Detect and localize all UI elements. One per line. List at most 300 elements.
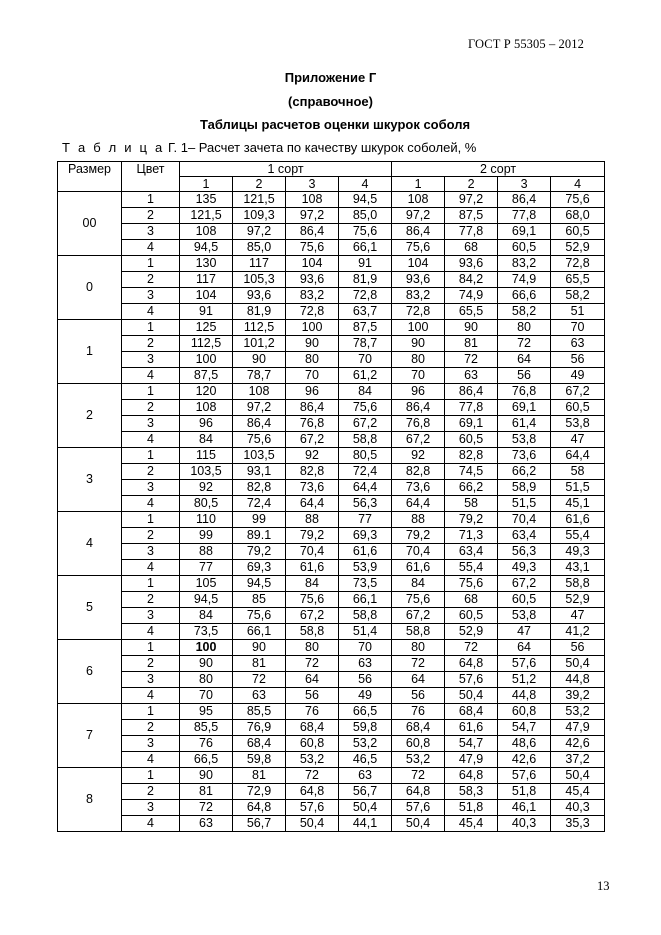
grade2-value-cell: 60,5 bbox=[445, 608, 498, 624]
grade2-value-cell: 69,1 bbox=[445, 416, 498, 432]
grade2-value-cell: 81 bbox=[445, 336, 498, 352]
color-cell: 1 bbox=[122, 192, 180, 208]
table-caption-label: Т а б л и ц а bbox=[62, 140, 165, 155]
grade2-value-cell: 70 bbox=[392, 368, 445, 384]
grade1-value-cell: 86,4 bbox=[286, 400, 339, 416]
grade2-value-cell: 45,1 bbox=[551, 496, 605, 512]
grade1-value-cell: 135 bbox=[180, 192, 233, 208]
color-cell: 1 bbox=[122, 640, 180, 656]
grade2-value-cell: 77,8 bbox=[445, 224, 498, 240]
grade2-value-cell: 57,6 bbox=[498, 656, 551, 672]
color-cell: 3 bbox=[122, 288, 180, 304]
grade2-value-cell: 40,3 bbox=[551, 800, 605, 816]
color-cell: 2 bbox=[122, 464, 180, 480]
size-cell: 1 bbox=[58, 320, 122, 384]
grade1-value-cell: 56,7 bbox=[233, 816, 286, 832]
grade1-value-cell: 68,4 bbox=[233, 736, 286, 752]
grade2-value-cell: 52,9 bbox=[551, 592, 605, 608]
grade2-value-cell: 43,1 bbox=[551, 560, 605, 576]
grade2-value-cell: 61,4 bbox=[498, 416, 551, 432]
grade1-value-cell: 66,1 bbox=[339, 240, 392, 256]
grade2-value-cell: 53,2 bbox=[551, 704, 605, 720]
grade1-value-cell: 90 bbox=[233, 352, 286, 368]
grade2-value-cell: 71,3 bbox=[445, 528, 498, 544]
grade1-value-cell: 70,4 bbox=[286, 544, 339, 560]
grade1-value-cell: 108 bbox=[286, 192, 339, 208]
grade2-value-cell: 42,6 bbox=[498, 752, 551, 768]
grade2-value-cell: 40,3 bbox=[498, 816, 551, 832]
grade1-value-cell: 63 bbox=[233, 688, 286, 704]
grade1-value-cell: 70 bbox=[339, 640, 392, 656]
grade2-value-cell: 51,8 bbox=[445, 800, 498, 816]
grade2-value-cell: 63,4 bbox=[498, 528, 551, 544]
color-cell: 1 bbox=[122, 320, 180, 336]
grade1-value-cell: 86,4 bbox=[233, 416, 286, 432]
grade2-value-cell: 65,5 bbox=[445, 304, 498, 320]
grade1-value-cell: 77 bbox=[339, 512, 392, 528]
grade2-value-cell: 45,4 bbox=[445, 816, 498, 832]
grade1-value-cell: 81 bbox=[233, 768, 286, 784]
color-cell: 2 bbox=[122, 208, 180, 224]
tables-title: Таблицы расчетов оценки шкурок соболя bbox=[200, 117, 471, 132]
grade1-value-cell: 109,3 bbox=[233, 208, 286, 224]
table-body bbox=[58, 192, 605, 832]
color-cell: 2 bbox=[122, 272, 180, 288]
grade2-value-cell: 42,6 bbox=[551, 736, 605, 752]
grade2-value-cell: 74,9 bbox=[498, 272, 551, 288]
grade2-value-cell: 68,0 bbox=[551, 208, 605, 224]
table-row bbox=[58, 400, 605, 416]
header-grade1-col: 4 bbox=[339, 177, 392, 192]
grade1-value-cell: 72,8 bbox=[286, 304, 339, 320]
grade2-value-cell: 72 bbox=[498, 336, 551, 352]
grade1-value-cell: 46,5 bbox=[339, 752, 392, 768]
grade1-value-cell: 72,9 bbox=[233, 784, 286, 800]
grade1-value-cell: 108 bbox=[180, 400, 233, 416]
size-cell: 00 bbox=[58, 192, 122, 256]
grade1-value-cell: 70 bbox=[180, 688, 233, 704]
grade1-value-cell: 67,2 bbox=[286, 432, 339, 448]
table-row bbox=[58, 272, 605, 288]
grade2-value-cell: 72 bbox=[445, 352, 498, 368]
grade1-value-cell: 94,5 bbox=[180, 592, 233, 608]
grade2-value-cell: 83,2 bbox=[498, 256, 551, 272]
grade1-value-cell: 88 bbox=[180, 544, 233, 560]
grade2-value-cell: 77,8 bbox=[498, 208, 551, 224]
grade1-value-cell: 84 bbox=[339, 384, 392, 400]
table-row bbox=[58, 432, 605, 448]
grade2-value-cell: 73,6 bbox=[498, 448, 551, 464]
grade1-value-cell: 73,5 bbox=[339, 576, 392, 592]
color-cell: 1 bbox=[122, 384, 180, 400]
color-cell: 4 bbox=[122, 752, 180, 768]
table-row bbox=[58, 528, 605, 544]
grade2-value-cell: 58 bbox=[445, 496, 498, 512]
size-cell: 4 bbox=[58, 512, 122, 576]
table-row bbox=[58, 800, 605, 816]
color-cell: 1 bbox=[122, 512, 180, 528]
color-cell: 2 bbox=[122, 336, 180, 352]
grade1-value-cell: 75,6 bbox=[233, 432, 286, 448]
grade1-value-cell: 97,2 bbox=[286, 208, 339, 224]
grade1-value-cell: 64,8 bbox=[286, 784, 339, 800]
header-grade2-col: 4 bbox=[551, 177, 605, 192]
grade2-value-cell: 51,2 bbox=[498, 672, 551, 688]
grade1-value-cell: 67,2 bbox=[339, 416, 392, 432]
grade1-value-cell: 58,8 bbox=[286, 624, 339, 640]
grade2-value-cell: 76,8 bbox=[498, 384, 551, 400]
grade2-value-cell: 50,4 bbox=[445, 688, 498, 704]
grade1-value-cell: 103,5 bbox=[233, 448, 286, 464]
grade2-value-cell: 37,2 bbox=[551, 752, 605, 768]
appendix-title: Приложение Г bbox=[284, 70, 377, 85]
grade2-value-cell: 61,6 bbox=[445, 720, 498, 736]
color-cell: 3 bbox=[122, 416, 180, 432]
color-cell: 4 bbox=[122, 624, 180, 640]
grade1-value-cell: 69,3 bbox=[339, 528, 392, 544]
grade1-value-cell: 56 bbox=[286, 688, 339, 704]
grade1-value-cell: 75,6 bbox=[339, 400, 392, 416]
grade1-value-cell: 67,2 bbox=[286, 608, 339, 624]
grade1-value-cell: 57,6 bbox=[286, 800, 339, 816]
header-size: Размер bbox=[58, 162, 122, 192]
grade2-value-cell: 67,2 bbox=[551, 384, 605, 400]
grade2-value-cell: 35,3 bbox=[551, 816, 605, 832]
grade2-value-cell: 70 bbox=[551, 320, 605, 336]
grade2-value-cell: 39,2 bbox=[551, 688, 605, 704]
table-row bbox=[58, 480, 605, 496]
grade2-value-cell: 45,4 bbox=[551, 784, 605, 800]
grade2-value-cell: 75,6 bbox=[445, 576, 498, 592]
grade2-value-cell: 93,6 bbox=[392, 272, 445, 288]
grade1-value-cell: 76 bbox=[180, 736, 233, 752]
grade2-value-cell: 84 bbox=[392, 576, 445, 592]
grade2-value-cell: 66,6 bbox=[498, 288, 551, 304]
table-row bbox=[58, 768, 605, 784]
grade2-value-cell: 93,6 bbox=[445, 256, 498, 272]
grade1-value-cell: 97,2 bbox=[233, 224, 286, 240]
color-cell: 1 bbox=[122, 768, 180, 784]
table-row bbox=[58, 688, 605, 704]
grade1-value-cell: 64 bbox=[286, 672, 339, 688]
grade1-value-cell: 63 bbox=[339, 768, 392, 784]
grade1-value-cell: 80 bbox=[286, 640, 339, 656]
grade1-value-cell: 51,4 bbox=[339, 624, 392, 640]
grade2-value-cell: 49,3 bbox=[551, 544, 605, 560]
grade1-value-cell: 94,5 bbox=[180, 240, 233, 256]
grade2-value-cell: 84,2 bbox=[445, 272, 498, 288]
color-cell: 4 bbox=[122, 560, 180, 576]
grade1-value-cell: 94,5 bbox=[339, 192, 392, 208]
document-code: ГОСТ Р 55305 – 2012 bbox=[468, 37, 584, 51]
grade2-value-cell: 44,8 bbox=[498, 688, 551, 704]
color-cell: 4 bbox=[122, 816, 180, 832]
grade2-value-cell: 56 bbox=[551, 640, 605, 656]
grade2-value-cell: 75,6 bbox=[392, 240, 445, 256]
grade1-value-cell: 50,4 bbox=[339, 800, 392, 816]
grade1-value-cell: 49 bbox=[339, 688, 392, 704]
grade2-value-cell: 51,8 bbox=[498, 784, 551, 800]
grade1-value-cell: 63 bbox=[180, 816, 233, 832]
table-row bbox=[58, 256, 605, 272]
grade1-value-cell: 82,8 bbox=[233, 480, 286, 496]
header-color: Цвет bbox=[122, 162, 180, 192]
grade2-value-cell: 60,5 bbox=[445, 432, 498, 448]
table-row bbox=[58, 640, 605, 656]
grade2-value-cell: 108 bbox=[392, 192, 445, 208]
grade2-value-cell: 68 bbox=[445, 592, 498, 608]
table-row bbox=[58, 592, 605, 608]
grade1-value-cell: 75,6 bbox=[286, 240, 339, 256]
grade1-value-cell: 91 bbox=[339, 256, 392, 272]
grade1-value-cell: 84 bbox=[180, 608, 233, 624]
table-caption-text: Г. 1– Расчет зачета по качеству шкурок соболей, % bbox=[164, 140, 477, 155]
size-cell: 5 bbox=[58, 576, 122, 640]
color-cell: 3 bbox=[122, 224, 180, 240]
table-row bbox=[58, 784, 605, 800]
grade2-value-cell: 58 bbox=[551, 464, 605, 480]
grade1-value-cell: 50,4 bbox=[286, 816, 339, 832]
table-row bbox=[58, 352, 605, 368]
grade2-value-cell: 56 bbox=[551, 352, 605, 368]
grade1-value-cell: 81 bbox=[233, 656, 286, 672]
grade1-value-cell: 80,5 bbox=[339, 448, 392, 464]
grade1-value-cell: 59,8 bbox=[339, 720, 392, 736]
grade2-value-cell: 58,8 bbox=[551, 576, 605, 592]
grade1-value-cell: 92 bbox=[286, 448, 339, 464]
color-cell: 2 bbox=[122, 656, 180, 672]
grade1-value-cell: 72 bbox=[286, 656, 339, 672]
grade2-value-cell: 72,8 bbox=[392, 304, 445, 320]
grade2-value-cell: 75,6 bbox=[551, 192, 605, 208]
grade2-value-cell: 53,8 bbox=[551, 416, 605, 432]
table-header bbox=[58, 162, 605, 192]
color-cell: 4 bbox=[122, 368, 180, 384]
grade2-value-cell: 53,2 bbox=[392, 752, 445, 768]
grade1-value-cell: 103,5 bbox=[180, 464, 233, 480]
grade1-value-cell: 58,8 bbox=[339, 608, 392, 624]
grade1-value-cell: 81,9 bbox=[339, 272, 392, 288]
grade1-value-cell: 99 bbox=[233, 512, 286, 528]
grade1-value-cell: 61,6 bbox=[339, 544, 392, 560]
grade1-value-cell: 56,7 bbox=[339, 784, 392, 800]
grade1-value-cell: 108 bbox=[233, 384, 286, 400]
color-cell: 1 bbox=[122, 448, 180, 464]
size-cell: 8 bbox=[58, 768, 122, 832]
grade1-value-cell: 56,3 bbox=[339, 496, 392, 512]
grade2-value-cell: 58,9 bbox=[498, 480, 551, 496]
grade2-value-cell: 60,5 bbox=[498, 592, 551, 608]
grade2-value-cell: 72 bbox=[445, 640, 498, 656]
color-cell: 3 bbox=[122, 672, 180, 688]
grade1-value-cell: 104 bbox=[286, 256, 339, 272]
grade1-value-cell: 87,5 bbox=[339, 320, 392, 336]
table-row bbox=[58, 704, 605, 720]
color-cell: 4 bbox=[122, 240, 180, 256]
grade2-value-cell: 51 bbox=[551, 304, 605, 320]
grade1-value-cell: 73,6 bbox=[286, 480, 339, 496]
grade2-value-cell: 88 bbox=[392, 512, 445, 528]
grade1-value-cell: 66,5 bbox=[339, 704, 392, 720]
grade1-value-cell: 90 bbox=[180, 768, 233, 784]
grade2-value-cell: 73,6 bbox=[392, 480, 445, 496]
table-row bbox=[58, 368, 605, 384]
grade1-value-cell: 112,5 bbox=[233, 320, 286, 336]
grade1-value-cell: 53,2 bbox=[339, 736, 392, 752]
size-cell: 7 bbox=[58, 704, 122, 768]
grade2-value-cell: 55,4 bbox=[445, 560, 498, 576]
grade2-value-cell: 77,8 bbox=[445, 400, 498, 416]
grade2-value-cell: 55,4 bbox=[551, 528, 605, 544]
grade2-value-cell: 60,5 bbox=[551, 224, 605, 240]
grade2-value-cell: 63 bbox=[445, 368, 498, 384]
grade1-value-cell: 75,6 bbox=[286, 592, 339, 608]
grade1-value-cell: 96 bbox=[180, 416, 233, 432]
grade1-value-cell: 117 bbox=[233, 256, 286, 272]
grade2-value-cell: 58,2 bbox=[551, 288, 605, 304]
grade1-value-cell: 58,8 bbox=[339, 432, 392, 448]
grade1-value-cell: 76,9 bbox=[233, 720, 286, 736]
grade1-value-cell: 85,0 bbox=[233, 240, 286, 256]
grade1-value-cell: 70 bbox=[339, 352, 392, 368]
color-cell: 3 bbox=[122, 480, 180, 496]
grade1-value-cell: 70 bbox=[286, 368, 339, 384]
header-grade2-col: 2 bbox=[445, 177, 498, 192]
table-row bbox=[58, 656, 605, 672]
table-row bbox=[58, 336, 605, 352]
grade2-value-cell: 72 bbox=[392, 656, 445, 672]
grade2-value-cell: 72,8 bbox=[551, 256, 605, 272]
page-number: 13 bbox=[597, 879, 610, 893]
grade2-value-cell: 83,2 bbox=[392, 288, 445, 304]
grade1-value-cell: 84 bbox=[180, 432, 233, 448]
grade1-value-cell: 79,2 bbox=[233, 544, 286, 560]
grade2-value-cell: 90 bbox=[392, 336, 445, 352]
grade1-value-cell: 73,5 bbox=[180, 624, 233, 640]
grade1-value-cell: 72 bbox=[180, 800, 233, 816]
grade1-value-cell: 94,5 bbox=[233, 576, 286, 592]
table-caption bbox=[62, 140, 476, 155]
grade2-value-cell: 56 bbox=[498, 368, 551, 384]
grade1-value-cell: 90 bbox=[233, 640, 286, 656]
grade1-value-cell: 76 bbox=[286, 704, 339, 720]
table-row bbox=[58, 464, 605, 480]
grade2-value-cell: 52,9 bbox=[551, 240, 605, 256]
table-row bbox=[58, 576, 605, 592]
grade1-value-cell: 85,0 bbox=[339, 208, 392, 224]
table-row bbox=[58, 416, 605, 432]
grade2-value-cell: 50,4 bbox=[551, 768, 605, 784]
table-row bbox=[58, 672, 605, 688]
table-row bbox=[58, 512, 605, 528]
grade1-value-cell: 100 bbox=[180, 352, 233, 368]
color-cell: 4 bbox=[122, 496, 180, 512]
grade2-value-cell: 51,5 bbox=[498, 496, 551, 512]
grade2-value-cell: 47 bbox=[498, 624, 551, 640]
grade2-value-cell: 47 bbox=[551, 432, 605, 448]
grade1-value-cell: 66,1 bbox=[339, 592, 392, 608]
color-cell: 4 bbox=[122, 688, 180, 704]
color-cell: 3 bbox=[122, 736, 180, 752]
grade2-value-cell: 49 bbox=[551, 368, 605, 384]
grade1-value-cell: 82,8 bbox=[286, 464, 339, 480]
grade2-value-cell: 69,1 bbox=[498, 400, 551, 416]
grade1-value-cell: 92 bbox=[180, 480, 233, 496]
table-row bbox=[58, 304, 605, 320]
color-cell: 3 bbox=[122, 608, 180, 624]
grade2-value-cell: 64 bbox=[392, 672, 445, 688]
grade1-value-cell: 120 bbox=[180, 384, 233, 400]
grade2-value-cell: 52,9 bbox=[445, 624, 498, 640]
grade2-value-cell: 63,4 bbox=[445, 544, 498, 560]
grade2-value-cell: 82,8 bbox=[445, 448, 498, 464]
grade1-value-cell: 108 bbox=[180, 224, 233, 240]
grade1-value-cell: 121,5 bbox=[180, 208, 233, 224]
grade2-value-cell: 82,8 bbox=[392, 464, 445, 480]
grade2-value-cell: 60,5 bbox=[498, 240, 551, 256]
grade1-value-cell: 115 bbox=[180, 448, 233, 464]
table-row bbox=[58, 720, 605, 736]
grade1-value-cell: 64,4 bbox=[286, 496, 339, 512]
grade2-value-cell: 60,8 bbox=[392, 736, 445, 752]
grade1-value-cell: 105,3 bbox=[233, 272, 286, 288]
color-cell: 1 bbox=[122, 704, 180, 720]
grade2-value-cell: 86,4 bbox=[392, 400, 445, 416]
table-row bbox=[58, 224, 605, 240]
grade1-value-cell: 117 bbox=[180, 272, 233, 288]
grade2-value-cell: 70,4 bbox=[392, 544, 445, 560]
grade2-value-cell: 47 bbox=[551, 608, 605, 624]
table-row bbox=[58, 736, 605, 752]
grade2-value-cell: 58,3 bbox=[445, 784, 498, 800]
grade2-value-cell: 64,4 bbox=[551, 448, 605, 464]
grade2-value-cell: 87,5 bbox=[445, 208, 498, 224]
color-cell: 3 bbox=[122, 352, 180, 368]
size-cell: 3 bbox=[58, 448, 122, 512]
grade2-value-cell: 53,8 bbox=[498, 432, 551, 448]
grade2-value-cell: 64,4 bbox=[392, 496, 445, 512]
grade1-value-cell: 72 bbox=[233, 672, 286, 688]
size-cell: 2 bbox=[58, 384, 122, 448]
grade2-value-cell: 65,5 bbox=[551, 272, 605, 288]
grade1-value-cell: 76,8 bbox=[286, 416, 339, 432]
grade2-value-cell: 76 bbox=[392, 704, 445, 720]
grade2-value-cell: 51,5 bbox=[551, 480, 605, 496]
header-grade1-col: 1 bbox=[180, 177, 233, 192]
grade1-value-cell: 112,5 bbox=[180, 336, 233, 352]
grade1-value-cell: 83,2 bbox=[286, 288, 339, 304]
grade2-value-cell: 68,4 bbox=[445, 704, 498, 720]
grade1-value-cell: 110 bbox=[180, 512, 233, 528]
grade1-value-cell: 87,5 bbox=[180, 368, 233, 384]
grade2-value-cell: 72 bbox=[392, 768, 445, 784]
grade1-value-cell: 64,4 bbox=[339, 480, 392, 496]
grade1-value-cell: 125 bbox=[180, 320, 233, 336]
table-row bbox=[58, 560, 605, 576]
table-row bbox=[58, 240, 605, 256]
grade2-value-cell: 100 bbox=[392, 320, 445, 336]
grade2-value-cell: 86,4 bbox=[392, 224, 445, 240]
grade1-value-cell: 85,5 bbox=[180, 720, 233, 736]
grade1-value-cell: 53,9 bbox=[339, 560, 392, 576]
grade1-value-cell: 90 bbox=[286, 336, 339, 352]
header-grade-2: 2 сорт bbox=[392, 162, 605, 177]
table-row bbox=[58, 448, 605, 464]
grade1-value-cell: 53,2 bbox=[286, 752, 339, 768]
grade2-value-cell: 57,6 bbox=[392, 800, 445, 816]
grade2-value-cell: 50,4 bbox=[551, 656, 605, 672]
grade1-value-cell: 75,6 bbox=[339, 224, 392, 240]
